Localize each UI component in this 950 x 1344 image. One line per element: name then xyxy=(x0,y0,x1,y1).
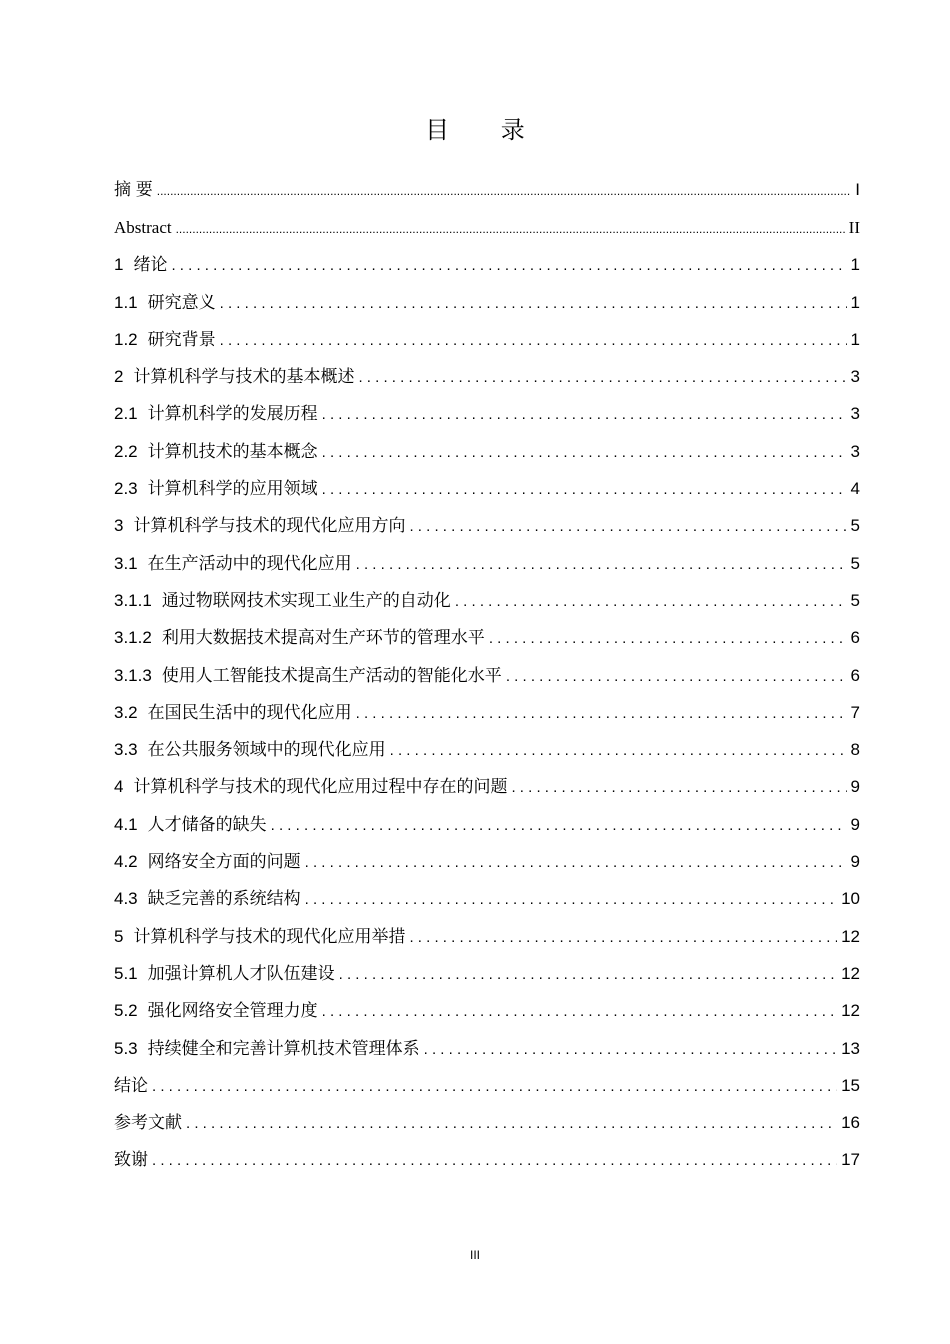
toc-entry-page: 7 xyxy=(847,698,860,728)
toc-entry-text: 利用大数据技术提高对生产环节的管理水平 xyxy=(161,628,485,648)
toc-entry-page: 12 xyxy=(837,922,860,952)
toc-leader xyxy=(305,885,837,915)
toc-leader xyxy=(409,923,837,953)
toc-entry[interactable] xyxy=(114,437,860,474)
toc-entry[interactable] xyxy=(114,549,860,586)
toc-entry-text: 加强计算机人才队伍建设 xyxy=(147,963,335,983)
toc-entry-number: 2.2 xyxy=(114,441,138,461)
toc-leader xyxy=(424,1035,837,1065)
toc-entry-abstract-en[interactable] xyxy=(114,213,860,250)
toc-entry-text: 研究意义 xyxy=(147,292,216,312)
toc-entry-page: 16 xyxy=(837,1108,860,1138)
toc-entry[interactable] xyxy=(114,474,860,511)
toc-entry-page: 17 xyxy=(837,1145,860,1175)
toc-entry-page: 1 xyxy=(847,250,860,280)
toc-entry-page: II xyxy=(845,213,860,243)
toc-leader xyxy=(409,512,846,542)
toc-leader xyxy=(220,326,847,356)
toc-leader xyxy=(171,251,846,281)
toc-entry-text: 持续健全和完善计算机技术管理体系 xyxy=(147,1038,420,1058)
toc-entry-number: 3.1.3 xyxy=(114,665,152,685)
toc-leader xyxy=(339,960,837,990)
toc-entry-page: 13 xyxy=(837,1034,860,1064)
toc-entry-number: 2.1 xyxy=(114,404,138,424)
toc-entry[interactable] xyxy=(114,623,860,660)
toc-entry-page: 6 xyxy=(847,661,860,691)
toc-entry-number: 1.1 xyxy=(114,292,138,312)
toc-leader xyxy=(271,811,847,841)
toc-entry-number: 4 xyxy=(114,777,124,797)
toc-leader xyxy=(322,400,847,430)
toc-entry[interactable] xyxy=(114,735,860,772)
toc-entry-text: 计算机科学与技术的现代化应用方向 xyxy=(133,516,406,536)
toc-leader xyxy=(220,289,847,319)
toc-leader xyxy=(356,550,847,580)
toc-entry[interactable] xyxy=(114,996,860,1033)
toc-entry[interactable] xyxy=(114,586,860,623)
toc-entry[interactable] xyxy=(114,511,860,548)
toc-entry-text: 计算机技术的基本概念 xyxy=(147,441,318,461)
toc-entry[interactable] xyxy=(114,399,860,436)
toc-entry-page: 9 xyxy=(847,810,860,840)
toc-entry-text: 计算机科学的应用领域 xyxy=(147,479,318,499)
toc-entry-text: 通过物联网技术实现工业生产的自动化 xyxy=(161,590,451,610)
toc-entry-text: 计算机科学与技术的现代化应用举措 xyxy=(133,926,406,946)
toc-leader xyxy=(152,1146,837,1176)
toc-entry-page: 5 xyxy=(847,586,860,616)
toc-leader xyxy=(322,438,847,468)
toc-entry-abstract-cn[interactable] xyxy=(114,175,860,213)
toc-entry[interactable] xyxy=(114,847,860,884)
toc-entry-page: 1 xyxy=(847,288,860,318)
toc-entry-number: 5.3 xyxy=(114,1038,138,1058)
toc-entry-text: 在生产活动中的现代化应用 xyxy=(147,553,352,573)
toc-entry-text: 研究背景 xyxy=(147,329,216,349)
toc-entry[interactable] xyxy=(114,362,860,399)
toc-entry-page: 8 xyxy=(847,735,860,765)
toc-entry-text: 计算机科学与技术的现代化应用过程中存在的问题 xyxy=(133,777,508,797)
toc-entry-page: 3 xyxy=(847,437,860,467)
toc-entry-conclusion[interactable] xyxy=(114,1071,860,1108)
toc-entry-references[interactable] xyxy=(114,1108,860,1145)
toc-entry-page: 3 xyxy=(847,399,860,429)
toc-entry-number: 3 xyxy=(114,516,124,536)
toc-entry-number: 2.3 xyxy=(114,479,138,499)
page-number: III xyxy=(469,1248,480,1262)
toc-entry-text: 缺乏完善的系统结构 xyxy=(147,889,301,909)
toc-entry-page: 12 xyxy=(837,959,860,989)
toc-entry-text: 结论 xyxy=(114,1075,148,1095)
toc-entry-text: 使用人工智能技术提高生产活动的智能化水平 xyxy=(161,665,502,685)
toc-entry-text: 计算机科学的发展历程 xyxy=(147,404,318,424)
toc-entry-page: I xyxy=(851,175,860,205)
toc-entry-page: 5 xyxy=(847,549,860,579)
toc-entry[interactable] xyxy=(114,772,860,809)
toc-leader xyxy=(390,736,847,766)
toc-leader xyxy=(176,214,845,244)
page-title: 目 录 xyxy=(425,116,547,144)
toc-entry[interactable] xyxy=(114,250,860,287)
toc-leader xyxy=(152,1072,837,1102)
toc-entry-number: 3.1.2 xyxy=(114,628,152,648)
toc-entry-number: 2 xyxy=(114,367,124,387)
toc-leader xyxy=(356,699,847,729)
toc-entry[interactable] xyxy=(114,325,860,362)
toc-entry[interactable] xyxy=(114,698,860,735)
toc-entry[interactable] xyxy=(114,959,860,996)
toc-entry-text: 绪论 xyxy=(133,255,168,275)
toc-entry-number: 3.3 xyxy=(114,740,138,760)
toc-entry-number: 5.2 xyxy=(114,1001,138,1021)
toc-leader xyxy=(157,176,852,206)
toc-entry-page: 1 xyxy=(847,325,860,355)
toc-entry-text: 人才储备的缺失 xyxy=(147,814,267,834)
toc-entry-text: 在公共服务领域中的现代化应用 xyxy=(147,740,386,760)
toc-entry-number: 5.1 xyxy=(114,963,138,983)
toc-leader xyxy=(186,1109,837,1139)
toc-entry-text: Abstract xyxy=(114,218,172,237)
table-of-contents xyxy=(114,175,860,1183)
toc-entry[interactable] xyxy=(114,922,860,959)
toc-leader xyxy=(322,997,837,1027)
toc-leader xyxy=(455,587,847,617)
toc-entry-page: 3 xyxy=(847,362,860,392)
toc-leader xyxy=(358,363,846,393)
toc-entry-number: 3.1 xyxy=(114,553,138,573)
toc-entry-text: 计算机科学与技术的基本概述 xyxy=(133,367,355,387)
toc-entry-text: 摘 要 xyxy=(114,180,153,199)
toc-entry-number: 1.2 xyxy=(114,329,138,349)
toc-leader xyxy=(511,773,846,803)
toc-entry-page: 9 xyxy=(847,847,860,877)
toc-entry[interactable] xyxy=(114,288,860,325)
toc-entry-acknowledgements[interactable] xyxy=(114,1145,860,1182)
toc-entry-page: 4 xyxy=(847,474,860,504)
toc-entry-number: 1 xyxy=(114,255,124,275)
toc-entry-page: 12 xyxy=(837,996,860,1026)
toc-leader xyxy=(305,848,847,878)
toc-entry-text: 在国民生活中的现代化应用 xyxy=(147,702,352,722)
toc-entry-text: 致谢 xyxy=(114,1150,148,1170)
toc-entry[interactable] xyxy=(114,810,860,847)
toc-entry[interactable] xyxy=(114,884,860,921)
toc-entry-number: 5 xyxy=(114,926,124,946)
toc-entry-number: 4.2 xyxy=(114,852,138,872)
toc-entry-number: 3.2 xyxy=(114,702,138,722)
toc-entry-number: 4.1 xyxy=(114,814,138,834)
toc-entry-text: 网络安全方面的问题 xyxy=(147,852,301,872)
toc-entry-page: 15 xyxy=(837,1071,860,1101)
toc-entry[interactable] xyxy=(114,661,860,698)
toc-entry-page: 9 xyxy=(847,772,860,802)
toc-leader xyxy=(506,662,847,692)
toc-entry-text: 参考文献 xyxy=(114,1113,182,1133)
toc-leader xyxy=(322,475,847,505)
toc-leader xyxy=(489,624,847,654)
toc-entry-page: 6 xyxy=(847,623,860,653)
toc-entry-text: 强化网络安全管理力度 xyxy=(147,1001,318,1021)
toc-entry[interactable] xyxy=(114,1034,860,1071)
toc-entry-number: 3.1.1 xyxy=(114,590,152,610)
toc-entry-number: 4.3 xyxy=(114,889,138,909)
toc-entry-page: 10 xyxy=(837,884,860,914)
toc-entry-page: 5 xyxy=(847,511,860,541)
